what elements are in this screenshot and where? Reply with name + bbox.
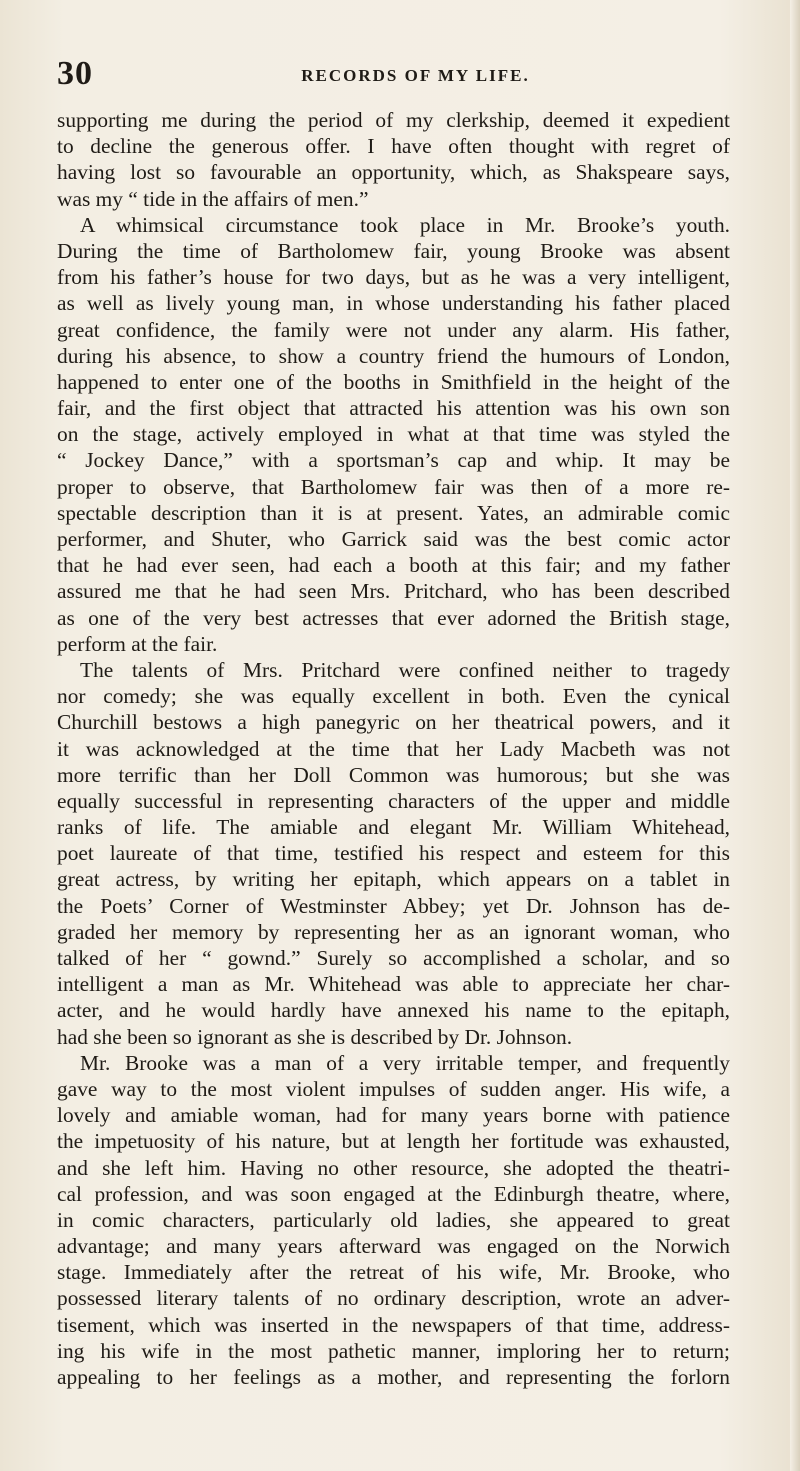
text-line: great confidence, the family were not under any alarm. His father, <box>57 317 730 342</box>
text-line: during his absence, to show a country friend the humours of London, <box>57 343 730 368</box>
text-line: perform at the fair. <box>57 631 218 656</box>
text-line: to decline the generous offer. I have often thought with regret of <box>57 134 730 159</box>
text-line: tisement, which was inserted in the newspapers of that time, address- <box>57 1312 730 1337</box>
text-line: great actress, by writing her epitaph, which appears on a tablet in <box>57 867 730 892</box>
text-line: was my “ tide in the affairs of men.” <box>57 186 369 211</box>
text-line: more terrific than her Doll Common was humorous; but she was <box>57 762 730 787</box>
text-line: on the stage, actively employed in what at that time was styled the <box>57 422 730 447</box>
text-line: from his father’s house for two days, but as he was a very intelligent, <box>57 265 730 290</box>
body-text <box>57 107 730 1390</box>
text-line: A whimsical circumstance took place in Mr. Brooke’s youth. <box>80 212 730 237</box>
text-line: During the time of Bartholomew fair, young Brooke was absent <box>57 238 730 263</box>
text-line: possessed literary talents of no ordinary description, wrote an adver- <box>57 1286 730 1311</box>
text-line: having lost so favourable an opportunity, which, as Shakspeare says, <box>57 160 730 185</box>
running-head: RECORDS OF MY LIFE. <box>301 66 530 85</box>
text-line: lovely and amiable woman, had for many years borne with patience <box>57 1103 730 1128</box>
page-number: 30 <box>57 55 93 92</box>
text-line: “ Jockey Dance,” with a sportsman’s cap and whip. It may be <box>57 448 730 473</box>
text-line: in comic characters, particularly old ladies, she appeared to great <box>57 1207 730 1232</box>
text-line: appealing to her feelings as a mother, and representing the forlorn <box>57 1365 730 1389</box>
text-line: spectable description than it is at present. Yates, an admirable comic <box>57 500 730 525</box>
text-line: talked of her “ gownd.” Surely so accomplished a scholar, and so <box>57 946 730 970</box>
text-line: Mr. Brooke was a man of a very irritable temper, and frequently <box>80 1050 730 1075</box>
text-line: that he had ever seen, had each a booth at this fair; and my father <box>57 553 730 578</box>
text-line: ranks of life. The amiable and elegant Mr. William Whitehead, <box>57 815 730 840</box>
text-line: the impetuosity of his nature, but at length her fortitude was exhausted, <box>57 1129 730 1154</box>
page-edge <box>790 0 800 1471</box>
text-line: Churchill bestows a high panegyric on her theatrical powers, and it <box>57 710 730 735</box>
text-line: it was acknowledged at the time that her Lady Macbeth was not <box>57 736 730 761</box>
text-line: the Poets’ Corner of Westminster Abbey; yet Dr. Johnson has de- <box>57 893 730 918</box>
text-line: fair, and the first object that attracted his attention was his own son <box>57 396 730 421</box>
text-line: as one of the very best actresses that ever adorned the British stage, <box>57 605 730 630</box>
text-line: graded her memory by representing her as an ignorant woman, who <box>57 919 730 944</box>
text-line: intelligent a man as Mr. Whitehead was able to appreciate her char- <box>57 972 730 997</box>
text-line: and she left him. Having no other resource, she adopted the theatri- <box>57 1155 730 1180</box>
text-line: nor comedy; she was equally excellent in both. Even the cynical <box>57 684 730 709</box>
text-line: proper to observe, that Bartholomew fair was then of a more re- <box>57 474 730 499</box>
page-header <box>57 55 734 95</box>
text-line: assured me that he had seen Mrs. Pritchard, who has been described <box>57 579 730 604</box>
text-line: cal profession, and was soon engaged at the Edinburgh theatre, where, <box>57 1181 730 1206</box>
text-line: ing his wife in the most pathetic manner, imploring her to return; <box>57 1338 730 1363</box>
text-line: stage. Immediately after the retreat of his wife, Mr. Brooke, who <box>57 1260 730 1285</box>
text-line: supporting me during the period of my clerkship, deemed it expedient <box>57 108 730 132</box>
text-line: The talents of Mrs. Pritchard were confined neither to tragedy <box>80 657 730 682</box>
text-line: acter, and he would hardly have annexed his name to the epitaph, <box>57 998 730 1023</box>
text-line: as well as lively young man, in whose understanding his father placed <box>57 291 730 316</box>
text-line: had she been so ignorant as she is described by Dr. Johnson. <box>57 1024 573 1049</box>
text-line: happened to enter one of the booths in Smithfield in the height of the <box>57 369 730 394</box>
text-line: performer, and Shuter, who Garrick said was the best comic actor <box>57 527 730 551</box>
text-line: poet laureate of that time, testified his respect and esteem for this <box>57 841 730 866</box>
text-line: equally successful in representing characters of the upper and middle <box>57 788 730 813</box>
text-line: gave way to the most violent impulses of sudden anger. His wife, a <box>57 1076 730 1101</box>
text-line: advantage; and many years afterward was engaged on the Norwich <box>57 1234 730 1259</box>
